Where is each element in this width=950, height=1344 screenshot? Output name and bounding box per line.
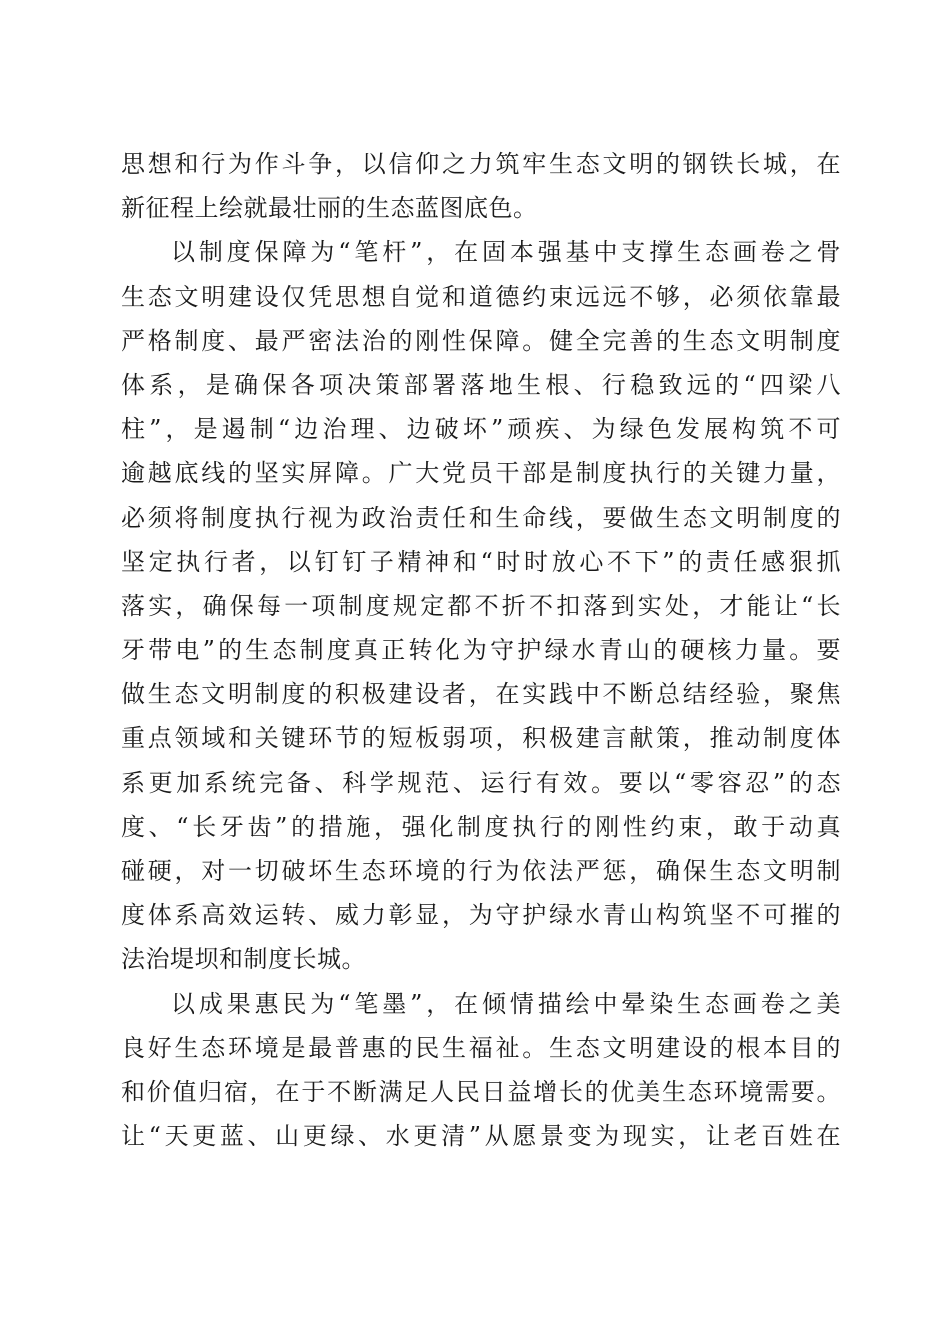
text-line: 落实，确保每一项制度规定都不折不扣落到实处，才能让“长 (121, 591, 841, 620)
text-line: 体系，是确保各项决策部署落地生根、行稳致远的“四梁八 (121, 370, 841, 399)
text-line: 新征程上绘就最壮丽的生态蓝图底色。 (121, 194, 538, 223)
paragraph-first-line: 以成果惠民为“笔墨”，在倾情描绘中晕染生态画卷之美 (171, 989, 841, 1018)
text-line: 柱”，是遏制“边治理、边破坏”顽疾、为绿色发展构筑不可 (121, 415, 841, 444)
text-line: 重点领域和关键环节的短板弱项，积极建言献策，推动制度体 (121, 724, 841, 753)
text-line: 思想和行为作斗争，以信仰之力筑牢生态文明的钢铁长城，在 (121, 150, 841, 178)
text-line: 度、“长牙齿”的措施，强化制度执行的刚性约束，敢于动真 (121, 812, 841, 841)
text-line: 碰硬，对一切破坏生态环境的行为依法严惩，确保生态文明制 (121, 857, 841, 885)
text-line: 逾越底线的坚实屏障。广大党员干部是制度执行的关键力量， (121, 459, 841, 488)
paragraph-first-line: 以制度保障为“笔杆”，在固本强基中支撑生态画卷之骨 (171, 238, 841, 267)
text-line: 必须将制度执行视为政治责任和生命线，要做生态文明制度的 (121, 503, 841, 532)
text-line: 坚定执行者，以钉钉子精神和“时时放心不下”的责任感狠抓 (121, 547, 841, 576)
text-line: 法治堤坝和制度长城。 (121, 945, 366, 974)
text-line: 良好生态环境是最普惠的民生福祉。生态文明建设的根本目的 (121, 1033, 841, 1062)
text-line: 牙带电”的生态制度真正转化为守护绿水青山的硬核力量。要 (121, 636, 841, 665)
text-line: 让“天更蓝、山更绿、水更清”从愿景变为现实，让老百姓在 (121, 1122, 841, 1151)
body-text (121, 142, 841, 1158)
text-line: 系更加系统完备、科学规范、运行有效。要以“零容忍”的态 (121, 768, 841, 797)
text-line: 生态文明建设仅凭思想自觉和道德约束远远不够，必须依靠最 (121, 282, 841, 311)
text-line: 度体系高效运转、威力彰显，为守护绿水青山构筑坚不可摧的 (121, 901, 841, 930)
text-line: 严格制度、最严密法治的刚性保障。健全完善的生态文明制度 (121, 326, 841, 355)
text-line: 做生态文明制度的积极建设者，在实践中不断总结经验，聚焦 (121, 680, 841, 709)
text-line: 和价值归宿，在于不断满足人民日益增长的优美生态环境需要。 (121, 1077, 841, 1106)
